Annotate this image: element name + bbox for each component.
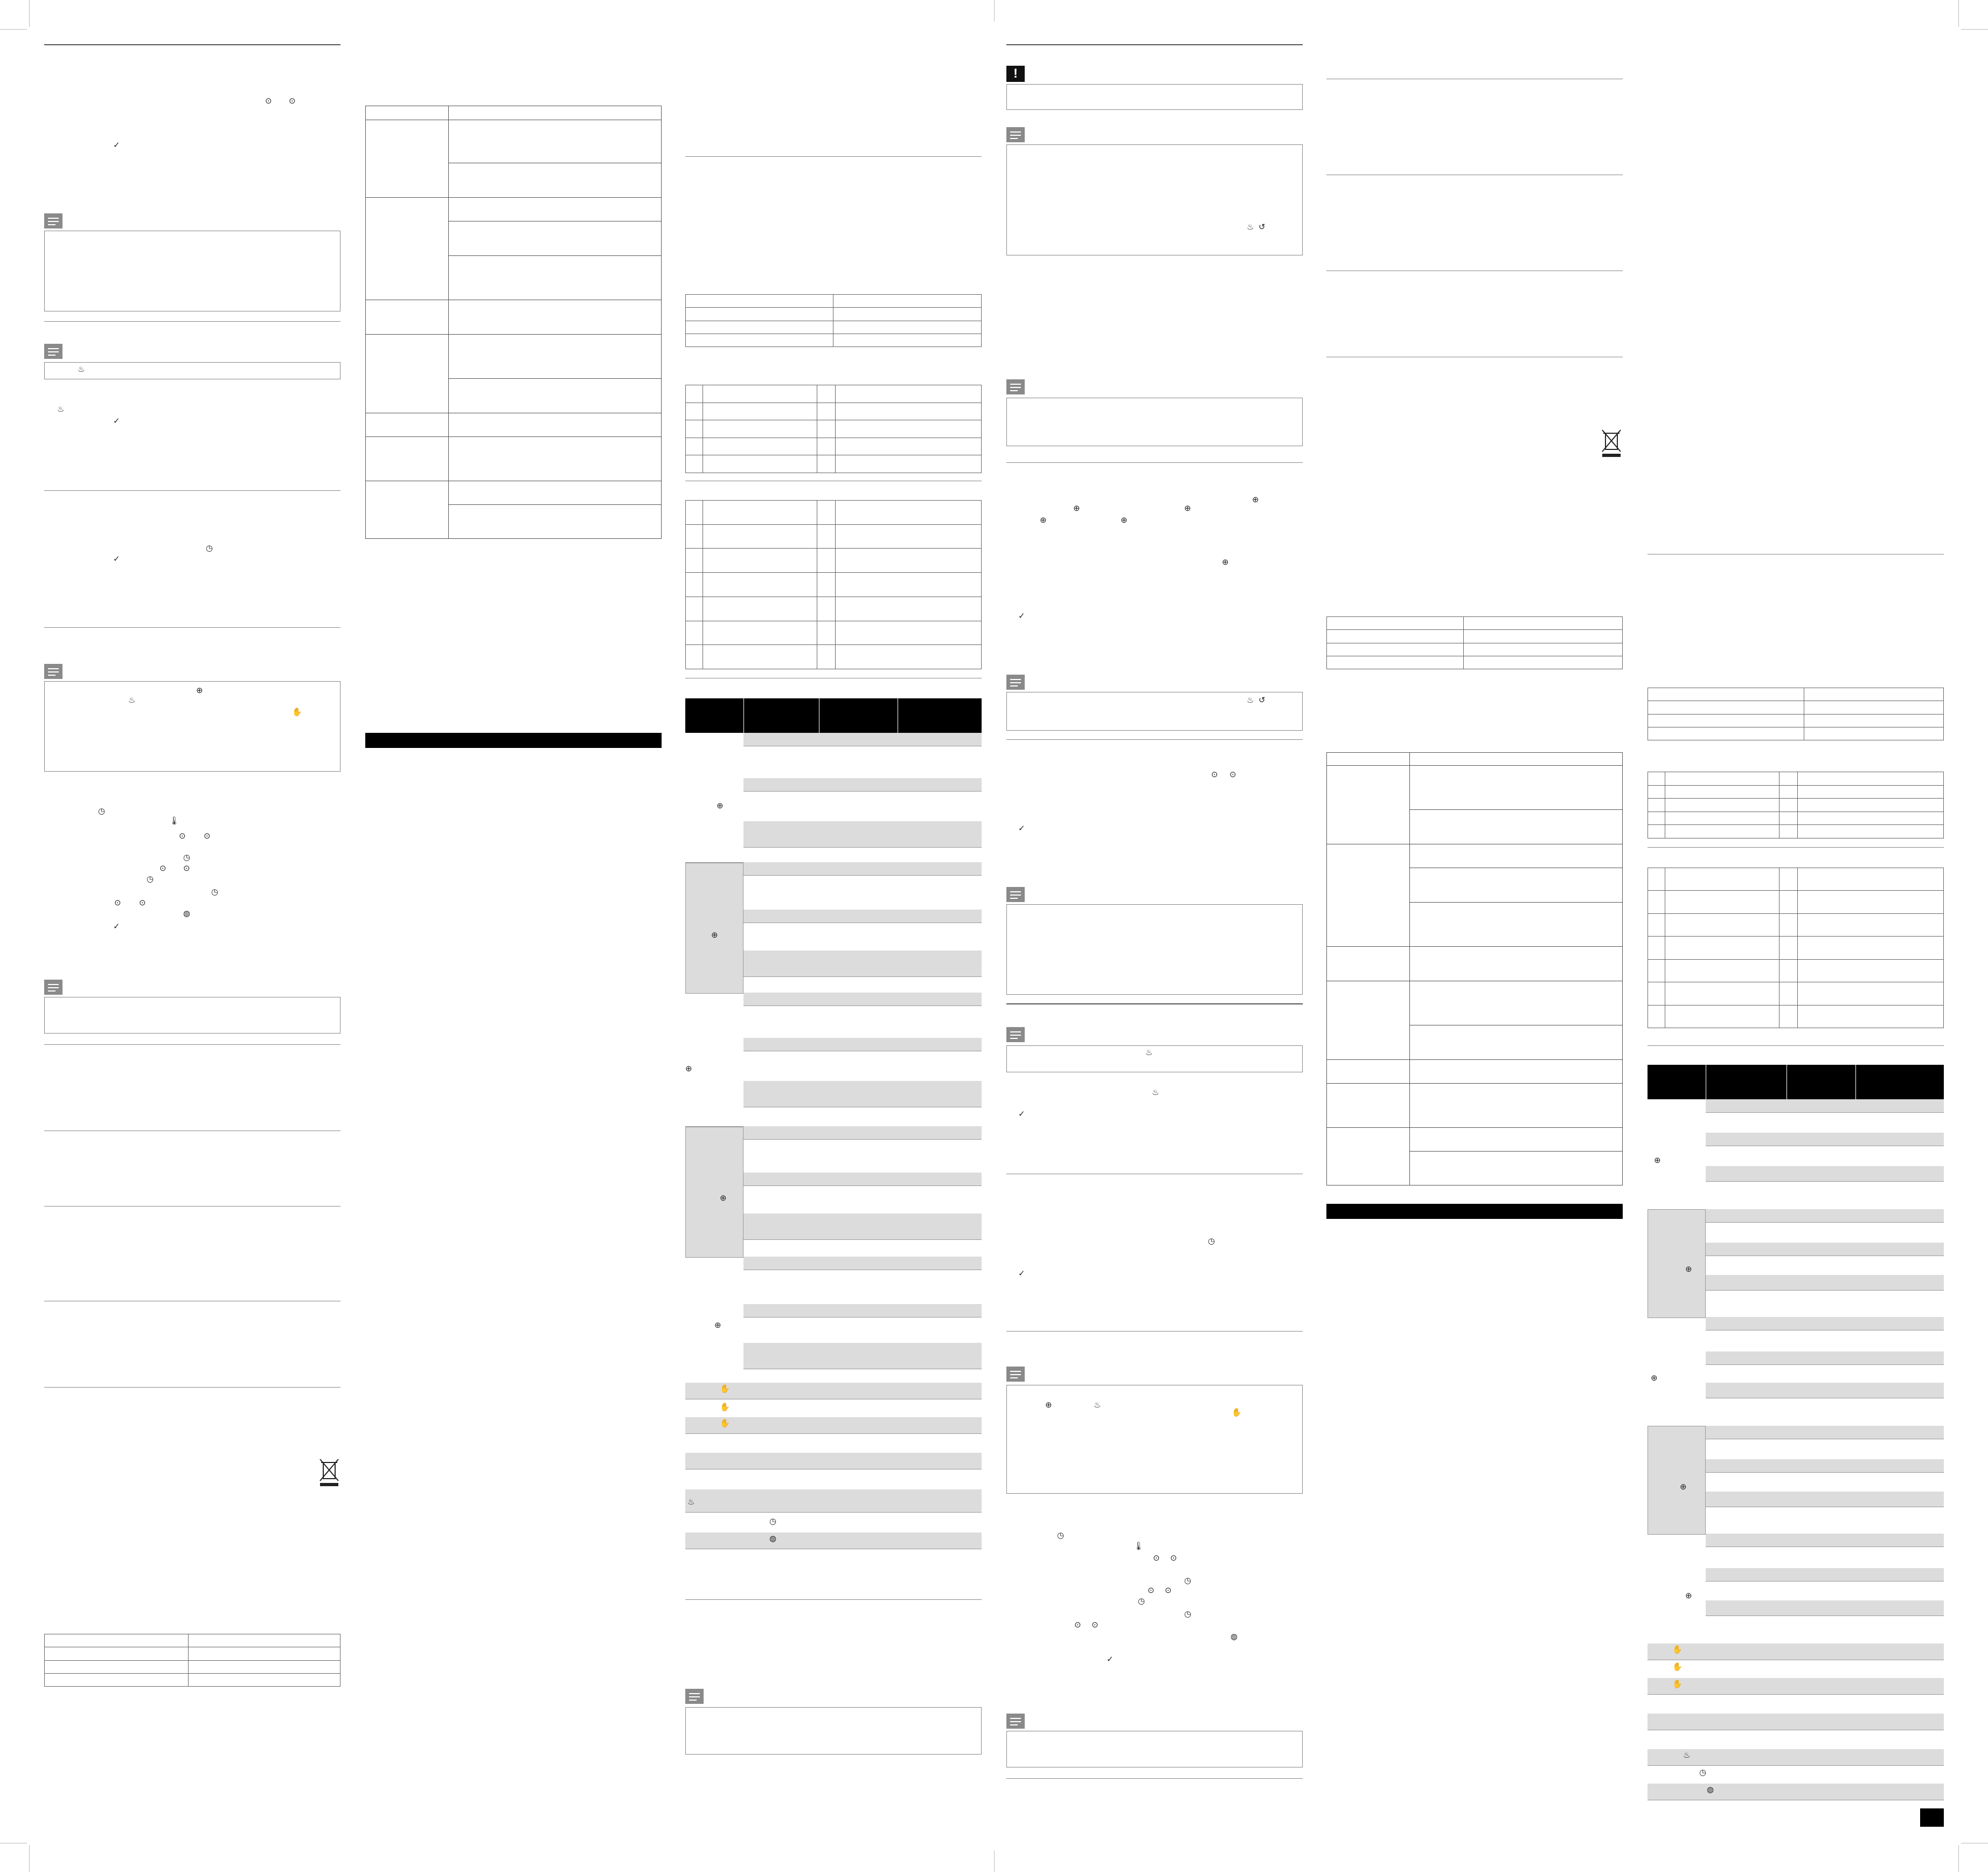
crop-mark xyxy=(1958,1845,1959,1872)
timer-icon: ◷ xyxy=(1184,1576,1192,1585)
pot-icon: ⊕ xyxy=(1685,1591,1692,1600)
back-icon: ↺ xyxy=(1259,223,1266,232)
table-row-line xyxy=(365,436,662,437)
note-icon xyxy=(1006,127,1025,142)
parts-table xyxy=(1648,772,1944,838)
table-row-line xyxy=(1326,946,1623,947)
pot-icon: ⊕ xyxy=(1073,504,1080,513)
note-icon xyxy=(1006,1027,1025,1042)
table-row-line xyxy=(1326,1127,1623,1128)
pot-icon: ⊕ xyxy=(1121,516,1128,525)
pot-icon: ⊕ xyxy=(711,931,718,940)
check-icon: ✓ xyxy=(1018,1269,1025,1278)
check-icon: ✓ xyxy=(113,141,120,150)
table-divider xyxy=(1409,752,1410,1185)
timer-icon: ◷ xyxy=(1184,1610,1192,1619)
section-rule xyxy=(44,321,340,322)
kettle-icon: ♨ xyxy=(687,1497,695,1507)
hand-icon: ✋ xyxy=(292,708,302,717)
note-box xyxy=(1006,144,1303,255)
section-rule xyxy=(1648,1045,1944,1046)
table-row-line xyxy=(1326,1083,1623,1084)
section-rule xyxy=(1006,1003,1303,1004)
kettle-icon: ♨ xyxy=(1247,223,1254,232)
timer-icon: ◷ xyxy=(769,1517,777,1526)
kettle-icon: ♨ xyxy=(1247,696,1254,705)
program-group xyxy=(1648,1209,1706,1318)
note-icon xyxy=(44,213,62,228)
timer-icon: ◷ xyxy=(206,544,213,553)
spec-table xyxy=(1648,688,1944,740)
crop-mark xyxy=(29,0,30,27)
spec-table xyxy=(685,294,982,347)
crop-mark xyxy=(994,1850,995,1872)
crop-mark xyxy=(29,1845,30,1872)
check-icon: ✓ xyxy=(1018,824,1025,833)
table-row-line xyxy=(1326,1059,1623,1060)
program-group xyxy=(685,1126,743,1258)
note-icon xyxy=(1006,675,1025,690)
weee-bin-icon xyxy=(318,1457,340,1487)
pot-icon: ⊕ xyxy=(1045,1400,1052,1410)
note-box xyxy=(685,1707,982,1755)
program-group xyxy=(685,862,743,994)
kettle-icon: ♨ xyxy=(128,696,136,705)
crop-mark xyxy=(1958,0,1959,27)
program-table-header xyxy=(685,698,982,733)
table-row-line xyxy=(1409,902,1623,903)
column-4 xyxy=(1006,0,1303,1872)
table-row-line xyxy=(1326,765,1623,766)
select-icon: ⊙ xyxy=(183,864,190,873)
kettle-icon: ♨ xyxy=(57,405,65,414)
select-icon: ⊙ xyxy=(1074,1620,1081,1630)
pot-icon: ⊕ xyxy=(1651,1374,1658,1383)
timer-icon: ◷ xyxy=(183,853,191,862)
section-rule xyxy=(1006,1331,1303,1332)
section-bar xyxy=(365,733,662,748)
note-icon xyxy=(1006,379,1025,394)
table-row-line xyxy=(448,504,662,505)
pot-icon: ⊕ xyxy=(1680,1482,1687,1492)
note-box xyxy=(44,997,340,1034)
section-rule xyxy=(685,156,982,157)
select-icon: ⊙ xyxy=(289,96,296,106)
table-row-line xyxy=(448,255,662,256)
page-number xyxy=(1920,1808,1944,1827)
section-rule xyxy=(44,1387,340,1388)
column-3 xyxy=(685,0,982,1872)
spec-table xyxy=(1326,616,1623,669)
section-rule xyxy=(44,490,340,491)
table-divider xyxy=(448,106,449,539)
hand-icon: ✋ xyxy=(1672,1662,1683,1672)
column-1 xyxy=(44,0,340,1872)
note-icon xyxy=(1006,887,1025,902)
check-icon: ✓ xyxy=(113,417,120,426)
pot-icon: ⊕ xyxy=(1252,495,1259,504)
note-box xyxy=(1006,398,1303,446)
timer-icon: ◷ xyxy=(211,888,219,897)
start-icon: ◍ xyxy=(1231,1632,1238,1641)
weee-bin-icon xyxy=(1600,428,1623,458)
hand-icon: ✋ xyxy=(1232,1408,1242,1417)
table-row-line xyxy=(365,197,662,198)
kettle-icon: ♨ xyxy=(1145,1048,1153,1057)
back-icon: ↺ xyxy=(1259,696,1266,705)
kettle-icon: ♨ xyxy=(1094,1400,1101,1410)
select-icon: ⊙ xyxy=(114,898,121,907)
section-rule xyxy=(44,627,340,628)
hand-icon: ✋ xyxy=(720,1419,730,1428)
start-icon: ◍ xyxy=(1707,1785,1714,1794)
table-row-line xyxy=(448,378,662,379)
troubleshooting-table xyxy=(365,106,662,539)
note-box xyxy=(44,362,340,379)
section-rule xyxy=(1648,847,1944,848)
program-table xyxy=(1648,1065,1944,1803)
pot-icon: ⊕ xyxy=(714,1321,721,1330)
program-table-header xyxy=(1648,1065,1944,1099)
note-icon xyxy=(44,980,62,995)
section-rule xyxy=(44,1044,340,1045)
timer-icon: ◷ xyxy=(1138,1597,1145,1606)
timer-icon: ◷ xyxy=(1699,1768,1707,1777)
note-box xyxy=(1006,1045,1303,1072)
hand-icon: ✋ xyxy=(1672,1680,1683,1689)
pot-icon: ⊕ xyxy=(720,1194,727,1203)
table-row-line xyxy=(1409,809,1623,810)
select-icon: ⊙ xyxy=(1092,1620,1099,1630)
select-icon: ⊙ xyxy=(159,864,166,873)
column-6 xyxy=(1648,0,1944,1872)
kettle-icon: ♨ xyxy=(1152,1088,1159,1097)
pot-icon: ⊕ xyxy=(1654,1156,1661,1165)
pot-icon: ⊕ xyxy=(685,1064,692,1073)
section-rule xyxy=(685,1599,982,1600)
select-icon: ⊙ xyxy=(1153,1554,1160,1563)
check-icon: ✓ xyxy=(1107,1655,1114,1664)
thermo-icon: 🌡 xyxy=(1134,1542,1144,1551)
note-box xyxy=(1006,904,1303,995)
select-icon: ⊙ xyxy=(139,898,146,907)
select-icon: ⊙ xyxy=(204,831,211,841)
section-rule xyxy=(1006,462,1303,463)
select-icon: ⊙ xyxy=(265,96,272,106)
program-group xyxy=(1648,1426,1706,1535)
select-icon: ⊙ xyxy=(1229,770,1236,779)
troubleshooting-table xyxy=(1326,752,1623,1185)
parts-table xyxy=(685,500,982,669)
table-row-line xyxy=(365,334,662,335)
program-table xyxy=(685,698,982,1550)
pot-icon: ⊕ xyxy=(196,686,203,695)
column-5 xyxy=(1326,0,1623,1872)
table-row-line xyxy=(1409,1151,1623,1152)
crop-mark xyxy=(1961,29,1988,30)
parts-table xyxy=(1648,868,1944,1028)
note-icon xyxy=(1006,1367,1025,1382)
note-box xyxy=(1006,1731,1303,1767)
select-icon: ⊙ xyxy=(1170,1554,1177,1563)
section-bar xyxy=(1326,1204,1623,1219)
thermo-icon: 🌡 xyxy=(169,816,180,826)
parts-table xyxy=(685,385,982,473)
check-icon: ✓ xyxy=(113,554,120,564)
kettle-icon: ♨ xyxy=(78,365,85,374)
hand-icon: ✋ xyxy=(720,1403,730,1412)
hand-icon: ✋ xyxy=(720,1384,730,1393)
kettle-icon: ♨ xyxy=(1683,1751,1691,1760)
select-icon: ⊙ xyxy=(1165,1586,1172,1595)
pot-icon: ⊕ xyxy=(1184,504,1191,513)
section-rule xyxy=(44,1206,340,1207)
check-icon: ✓ xyxy=(1018,1110,1025,1119)
warning-icon: ! xyxy=(1006,66,1025,82)
note-icon xyxy=(685,1689,704,1704)
section-rule xyxy=(1006,44,1303,45)
note-box xyxy=(44,231,340,311)
timer-icon: ◷ xyxy=(147,875,154,884)
pot-icon: ⊕ xyxy=(717,801,724,810)
timer-icon: ◷ xyxy=(98,807,106,816)
select-icon: ⊙ xyxy=(179,831,186,841)
check-icon: ✓ xyxy=(1018,612,1025,621)
timer-icon: ◷ xyxy=(1208,1237,1215,1246)
select-icon: ⊙ xyxy=(1211,770,1218,779)
pot-icon: ⊕ xyxy=(1040,516,1047,525)
start-icon: ◍ xyxy=(183,909,191,918)
timer-icon: ◷ xyxy=(1057,1531,1065,1540)
spec-table xyxy=(44,1634,340,1687)
select-icon: ⊙ xyxy=(1148,1586,1155,1595)
warning-box xyxy=(1006,84,1303,110)
note-icon xyxy=(1006,1714,1025,1729)
section-rule xyxy=(1006,1778,1303,1779)
section-rule xyxy=(1006,739,1303,740)
note-icon xyxy=(44,664,62,679)
pot-icon: ⊕ xyxy=(1222,558,1229,567)
crop-mark xyxy=(994,0,995,22)
note-box xyxy=(44,681,340,772)
section-rule xyxy=(44,44,340,45)
note-icon xyxy=(44,344,62,359)
column-2 xyxy=(365,0,662,1872)
hand-icon: ✋ xyxy=(1672,1645,1683,1654)
start-icon: ◍ xyxy=(769,1534,777,1543)
pot-icon: ⊕ xyxy=(1685,1265,1692,1274)
crop-mark xyxy=(0,29,27,30)
check-icon: ✓ xyxy=(113,922,120,931)
